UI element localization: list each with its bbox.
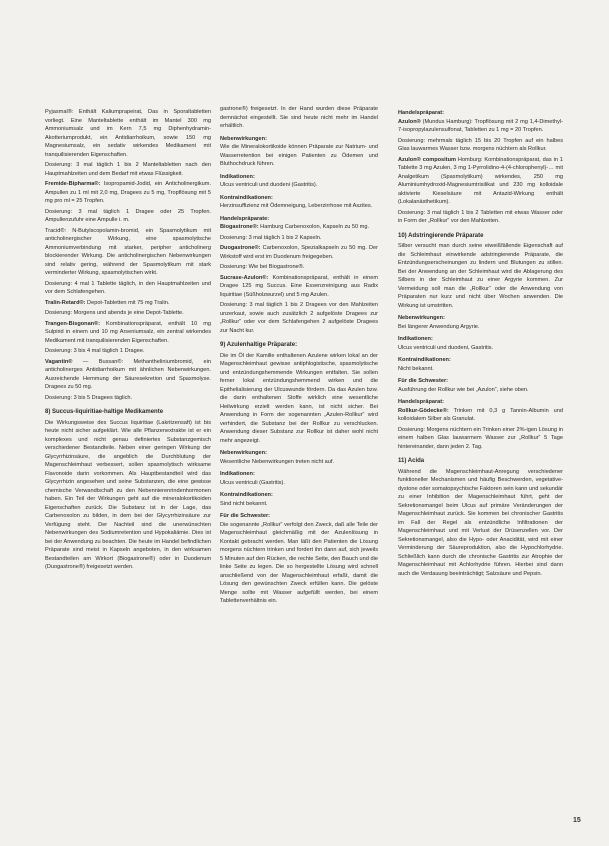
paragraph-text: Ulcus ventriculi und duodeni (Gastritis). (220, 182, 318, 188)
paragraph-text: Ulcus ventriculi (Gastritis). (220, 479, 285, 486)
paragraph-text: Dosierung: 3 bis 5 Dragees täglich. (45, 394, 133, 401)
paragraph-text: Wesentliche Nebenwirkungen treten nicht auf. (220, 458, 335, 465)
paragraph-text: Kombinationspräparat, enthält in einem Dragee 125 mg Succus. Eine Essenzreinigung aus Radix liquiritiae (Süßholzwurzel) und 5 mg Azulen. (220, 274, 378, 298)
paragraph (398, 344, 563, 353)
paragraph (220, 479, 378, 488)
paragraph (220, 521, 378, 606)
paragraph (220, 202, 378, 211)
paragraph-text: Ausführung der Rollkur wie bei „Azulon“, siehe oben. (398, 386, 529, 393)
paragraph-text: — Bussan®: Methantheliniumbromid, ein anticholinerges Antidiarrhoikum mit ähnlichen Nebenwirkungen. Ausreichende Hemmung der Säuresekretion und Spasmolyse. Dragees zu 50 mg. (45, 358, 211, 390)
column-1 (45, 108, 211, 574)
paragraph-text: Die Wirkungsweise des Succus liquiritiae (Lakritzensaft) ist bis heute nicht sicher aufgeklärt. Wie alle Pflanzenextrakte ist er ein komplexes und nicht genau definiertes Substanzgemisch verschiedener Bestandteile. Neben einer geringen Wirkung der Glycyrrhizinsäure, die angeblich die Durchblutung der Magenschleimhaut verbessert, sollen spasmolytisch wirksame Flavonoide darin vorkommen. Als Hauptbestandteil wird das Glycyrrhizin angesehen und seine Substanzen, die eine gewisse chemische Verwandtschaft zu den Nebennierenrindenhormonen haben. Ein Teil der Wirkungen geht auf die mineralokortikoiden Eigenschaften zurück. Die Substanz ist in der Lage, das Carbenoxolon zu bilden, in dem bei der Glycyrrhizinsäure zur Verfügung steht. Der Nachteil sind die unerwünschten Nebenwirkungen des Sodiumretention und Hypokaliämie. Dies ist bei der Anwendung zu beachten. Die heute im Handel befindlichen Präparate sind meist in Kapseln angeboten, in den wirksamen Bestandteilen am Wirkort (Biogastrone®) oder in Duodenum (Duogastrone®) freigesetzt werden. (45, 419, 211, 570)
paragraph-text: Bei längerer Anwendung Argyrie. (398, 323, 480, 330)
page-number: 15 (573, 817, 581, 824)
paragraph (45, 227, 211, 278)
section-heading: Handelspräparat: (398, 110, 445, 116)
chapter-heading: 10) Adstringierende Präparate (398, 232, 484, 239)
paragraph (45, 358, 211, 392)
paragraph (398, 137, 563, 154)
product-name: Azulon® (398, 118, 421, 125)
paragraph-text: Ulcus ventriculi und duodeni, Gastritis. (398, 344, 494, 351)
paragraph (398, 468, 563, 579)
chapter-heading: 9) Azulenhaltige Präparate: (220, 342, 298, 348)
paragraph-text: gastrone®) freigesetzt. In der Hand wurden diese Präparate demnächst eingestellt. Sie sind heute nicht mehr im Handel erhältlich. (220, 106, 378, 129)
paragraph-text: Hamburg Carbenoxolon, Kapseln zu 50 mg. (258, 224, 370, 230)
paragraph (398, 386, 563, 395)
paragraph (398, 118, 563, 135)
product-name: Biogastrone®: (220, 224, 259, 230)
section-heading: Nebenwirkungen: (398, 315, 445, 321)
paragraph (45, 320, 211, 346)
column-2 (220, 105, 378, 608)
paragraph-text: Dosierung: Wie bei Biogastrone®. (220, 264, 305, 270)
paragraph (45, 347, 211, 356)
paragraph (398, 323, 563, 332)
paragraph-text: Homburg: Kombinationspräparat, das in 1 Tablette 3 mg Azulen, 3 mg 1-Pyrrolidino-4-(4-chlorophenyl)-… mit Analgetikum (Spasmolytikum) wirkendes, 250 mg Aluminiumhydroxid-Magnesiumtrisilikat und 230 mg kolloidale aktivierte Kieselsäure mit Antazid-Wirkung enthält (Lokalanästhetikum). (398, 156, 563, 205)
paragraph-text: Isopropamid-Jodid, ein Anticholinergikum. Ampullen zu 1 ml mit 2,0 mg, Dragees zu 5 mg, Tropflösung mit 5 mg pro ml = 25 Tropfen. (45, 181, 211, 204)
paragraph-text: Dosierung: 4 mal 1 Tablette täglich, in den Hauptmahlzeiten und vor dem Schlafengehen. (45, 280, 211, 295)
paragraph-text: Dosierung: 3 mal täglich 1 bis 2 Tabletten mit etwas Wasser oder in Form der „Rollkur“ vor den Mahlzeiten. (398, 209, 563, 224)
paragraph-text: Dosierung: Morgens nüchtern ein Trinken einer 2%-igen Lösung in einem halben Glas lauwarmem Wasser zur „Rollkur“ 5 Tage hintereinander, dann jeden 2. Tag. (398, 426, 563, 450)
product-name: Trangen-Bisgonan®: (45, 320, 101, 327)
paragraph-text: Dosierung: Morgens und abends je eine Depot-Tablette. (45, 310, 184, 316)
paragraph (220, 500, 378, 509)
paragraph-text: Depot-Tabletten mit 75 mg Tralin. (85, 299, 170, 306)
paragraph-text: Die im Öl der Kamille enthaltenen Azulene wirken lokal an der Magenschleimhaut gewisse antiphlogistische, spasmolytische und entzündungshemmende Wirkungen entfalten. Sie sollen ferner lokal entzündungshemmend wirken und die Epithelialisierung der Ulcuswunde fördern. Da das Azulen bzw. die darin enthaltenen Stoffe wirklich eine wesentliche Heilwirkung erzielt werden kann, ist nicht sicher. Bei Anwendung in Form der sogenannten „Azulen-Rollkur“ wird verhindert, die Substanz bei der Rollkur zu verschlucken. Anwendung dieser Substanz zur Rollkur ist daher wohl nicht mehr angezeigt. (220, 352, 378, 444)
section-heading: Nebenwirkungen: (220, 135, 267, 142)
section-heading: Für die Schwester: (220, 513, 271, 519)
paragraph (45, 419, 211, 572)
paragraph-text: Kombinationspräparat, enthält 10 mg Sulpirid in einem und 10 mg Arseniumsalz, ein zentral wirkendes Medikament mit tranquilisierenden Eigenschaften. (45, 320, 211, 344)
section-heading: Nebenwirkungen: (220, 450, 267, 456)
paragraph-text: Dosierung: 3 mal täglich 1 bis 2 Kapseln. (220, 234, 322, 241)
paragraph (220, 244, 378, 261)
paragraph (45, 299, 211, 308)
paragraph-text: Dosierung: 3 mal täglich 1 Dragee oder 25 Tropfen. Ampullenzufuhr eine Ampulle i. m. (45, 208, 211, 223)
section-heading: Für die Schwester: (398, 378, 449, 384)
paragraph (45, 108, 211, 159)
product-name: Vagantin® (45, 358, 73, 365)
product-name: Rollkur-Gödecke®: (398, 407, 449, 414)
paragraph-text: Silber versucht man durch seine eiweißfällende Eigenschaft auf die Schleimhaut einwirkende adstringierende Präparate, die Entzündungserscheinungen zu lindern und Blutungen zu stillen. Bei der Anwendung an der Schleimhaut wird die Ablagerung des Silbers in der Schleimhaut zu einer Argyrie kommen. Zur Vermeidung soll man die „Rollkur“ oder die Anwendung von Präparaten nur kurz und nicht über Wochen anwenden. Die Wirkung ist umstritten. (398, 243, 563, 309)
paragraph-text: Pyjasmal®: Enthält Kaliumprapeirat, Das in Sporaltabletten vorliegt. Eine Manteltablette enthält im Mantel 300 mg Ammoniumsalz und im Kern 7,5 mg Diphenhydramin-Akotteriumprodukt, ein Antidiarrhoikum, sowie 150 mg Magnesiumsalz, ein sedativ wirkendes Medikament mit tranquilisierenden Eigenschaften. (45, 109, 211, 158)
section-heading: Kontraindikationen: (398, 357, 451, 363)
paragraph-text: Die sogenannte „Rollkur“ verfolgt den Zweck, daß alle Teile der Magenschleimhaut gleichmäßig mit der Azulenlösung in Kontakt gebracht werden. Man läßt den Patienten die Lösung morgens nüchtern trinken und fordert ihn dann auf, sich jeweils 5 Minuten auf den Rücken, die rechte Seite, den Bauch und die linke Seite zu legen. Die so hergestellte Lösung wird schnell anschließend von der Magenschleimhaut erfaßt, damit die Lösung den gewünschten Zweck erfüllen kann. Die gelöste Menge sollte mit Wasser aufgefüllt werden, bei einem Tablettenverhältnis ein. (220, 521, 378, 604)
paragraph (398, 156, 563, 207)
paragraph (398, 209, 563, 226)
paragraph (45, 161, 211, 178)
paragraph (220, 352, 378, 446)
paragraph (220, 105, 378, 131)
section-heading: Handelspräparate: (220, 215, 270, 222)
section-heading: Kontraindikationen: (220, 492, 273, 498)
paragraph (398, 365, 563, 374)
paragraph-text: Dosierung: 3 mal täglich 1 bis 2 Manteltabletten nach den Hauptmahlzeiten und dem Bedarf mit etwas Flüssigkeit. (45, 162, 211, 177)
paragraph-text: Nicht bekannt. (398, 365, 434, 372)
paragraph (220, 274, 378, 300)
paragraph-text: Herzinsuffizienz mit Ödemneigung, Leberzirrhose mit Aszites. (220, 203, 373, 209)
paragraph (45, 309, 211, 318)
paragraph-text: Dosierung: mehrmals täglich 15 bis 20 Tropfen auf ein halbes Glas lauwarmes Wasser bzw. morgens nüchtern als Rollkur. (398, 137, 563, 152)
paragraph-text: Trinken mit 0,3 g Tannin-Albumin und kolloidalem Silber als Granulat. (398, 407, 563, 422)
section-heading: Indikationen: (220, 471, 255, 477)
paragraph-text: Dosierung: 3 mal täglich 1 bis 2 Dragees vor den Mahlzeiten unzerkaut, sowie auch zusätzlich 2 aufgelöste Dragees zur „Rollkur“ oder vor dem Schlafengehen 2 aufgelöste Dragees zur Nacht kur. (220, 302, 378, 334)
paragraph (45, 208, 211, 225)
paragraph (220, 458, 378, 467)
paragraph (220, 223, 378, 232)
paragraph (45, 280, 211, 297)
paragraph-text: Carbenoxolon, Spezialkapseln zu 50 mg. Der Wirkstoff wird erst im Duodenum freigegeben. (220, 245, 378, 260)
chapter-heading: 11) Acida (398, 458, 425, 464)
paragraph (45, 180, 211, 206)
paragraph (398, 426, 563, 452)
paragraph (220, 263, 378, 272)
paragraph (220, 143, 378, 169)
paragraph (398, 242, 563, 310)
section-heading: Indikationen: (398, 336, 433, 342)
product-name: Tralin-Retard®: (45, 299, 86, 306)
product-name: Azulon® compositum (398, 156, 456, 163)
section-heading: Indikationen: (220, 173, 255, 180)
paragraph (220, 234, 378, 243)
chapter-heading: 8) Succus-liquiritiae-haltige Medikamente (45, 409, 164, 415)
paragraph (220, 301, 378, 335)
paragraph-text: (Mundus Hamburg): Tropflösung mit 2 mg 1,4-Dimethyl-7-isopropylazulensulfonat, Tabletten zu 1 mg = 20 Tropfen. (398, 118, 563, 133)
paragraph (45, 394, 211, 403)
paragraph-text: Während die Magenschleimhaut-Anregung verschiedener funktioneller Mechanismen und häufig Beschwerden, vegetative-dystone oder somatopsychische Faktoren sein kann und sekundär zu einer Inhibition der Magenschleimhaut führt, geht der Sekretionsmangel beim Ulcus auf primäre Veränderungen der Magenschleimhaut zurück. Sie kommen bei chronischer Gastritis im Fall der Regel als entzündliche Infiltrationen der Magenschleimhaut und mit Verlust der Drüsenzellen vor. Der Sekretionsmangel, also die Hypo- oder Anacidität, wird mit einer Verminderung der Säureproduktion, also die Hypochlorhydrie. Schließlich kann durch die chronische Gastritis zur Atrophie der Magenschleimhaut mit Achlorhydrie führen. Hierbei sind dann auch die Verdauung beeinträchtigt; Salzsäure und Pepsin. (398, 468, 563, 577)
paragraph-text: Wie die Mineralokortikoide können Präparate zur Natrium- und Wasserretention bei einigen Patienten zu Ödemen und Bluthochdruck führen. (220, 144, 378, 167)
product-name: Duogastrone®: (220, 245, 261, 251)
paragraph-text: Tracid®: N-Butylscopolamin-bromid, ein Spasmolytikum mit anticholinergischer Wirkung, eine spasmolytische Ammoniumverbindung mit starker, peripher anticholinerg blockierender Wirkung. Die anticholinergischen Nebenwirkungen sind relativ gering, während der Spasmolytikum mit stark verminderter Wirkung, spasmolytischen wirkt. (45, 227, 211, 276)
product-name: Fremide-Bipharma®: (45, 181, 101, 187)
paragraph (398, 407, 563, 424)
section-heading: Handelspräparat: (398, 399, 445, 405)
product-name: Sucrase-Azulon®: (220, 274, 269, 281)
paragraph-text: Sind nicht bekannt. (220, 500, 268, 507)
paragraph (220, 181, 378, 190)
section-heading: Kontraindikationen: (220, 194, 273, 201)
paragraph-text: Dosierung: 3 bis 4 mal täglich 1 Dragee. (45, 348, 145, 354)
column-3 (398, 105, 563, 580)
